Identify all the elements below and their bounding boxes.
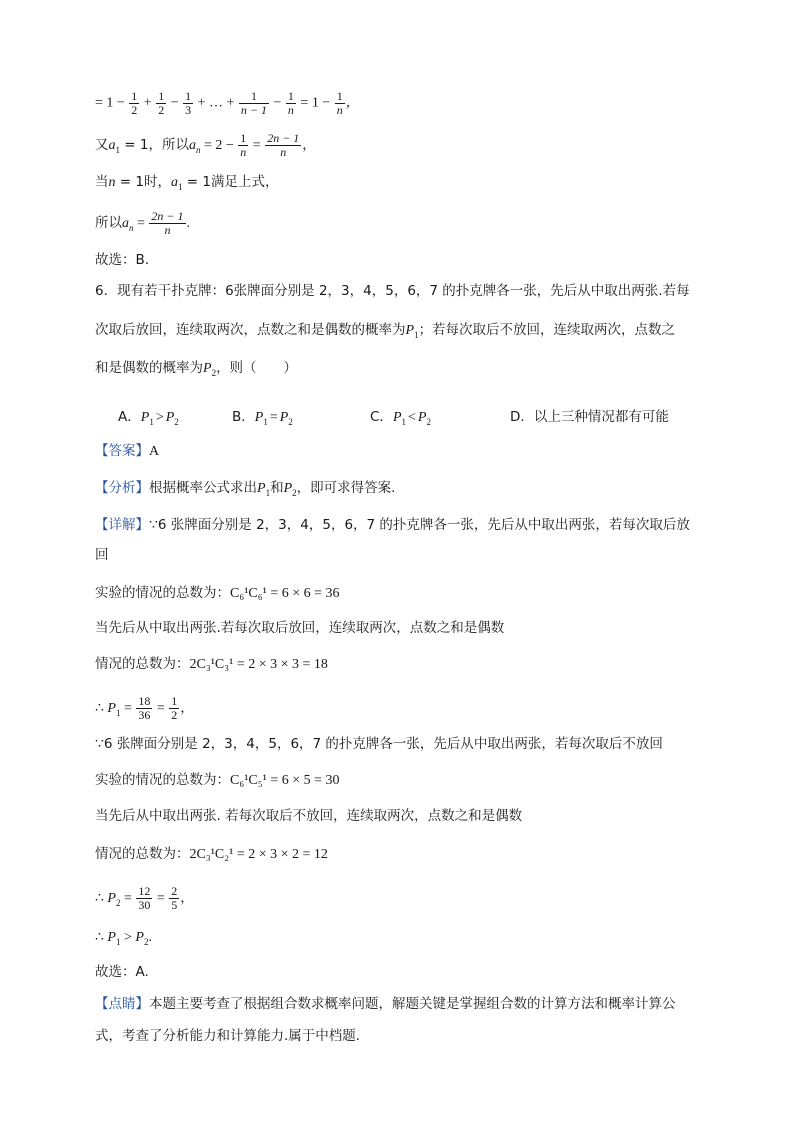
text: = 1满足上式， [182, 174, 279, 190]
math-text: = [133, 216, 149, 232]
text: 当 [95, 174, 109, 190]
math-text: − [270, 95, 285, 111]
fraction [239, 90, 269, 116]
detail-line-7 [95, 773, 340, 788]
because-icon: ∵ [95, 737, 104, 752]
fraction [265, 132, 301, 158]
numerator: 1 [240, 131, 247, 145]
math-text: = [153, 701, 169, 717]
numerator: 12 [138, 884, 151, 898]
text: 6 张牌面分别是 2，3，4，5，6，7 的扑克牌各一张，先后从中取出两张，若每次取后不放回 [103, 736, 663, 752]
detail-line-1b: 回 [95, 547, 109, 563]
sum-expression [95, 90, 359, 116]
denominator: n [280, 144, 287, 159]
text: 情况的总数为： [95, 846, 190, 862]
option-d[interactable] [510, 405, 669, 425]
subscript: 1 [115, 707, 121, 718]
math-text: + [140, 95, 156, 111]
operator: = [269, 410, 278, 425]
math-var: P [405, 323, 415, 338]
math-var: P [165, 410, 175, 425]
math-var: P [107, 701, 116, 717]
numerator: 2n − 1 [267, 131, 300, 145]
option-label: A． [118, 409, 141, 425]
check-n1 [95, 175, 278, 190]
numerator: 1 [336, 89, 343, 103]
subscript: 2 [143, 936, 149, 947]
numerator: 1 [131, 89, 138, 103]
math-var: P [279, 410, 289, 425]
subscript: 1 [263, 416, 268, 427]
text: 本题主要考查了根据组合数求概率问题，解题关键是掌握组合数的计算方法和概率计算公 [149, 996, 676, 1012]
detail-line-8: 当先后从中取出两张. 若每次取后不放回，连续取两次，点数之和是偶数 [95, 808, 523, 824]
math-var: P [392, 410, 402, 425]
text: ，则（ ） [216, 360, 298, 376]
subscript: 2 [288, 416, 293, 427]
fraction [136, 885, 152, 911]
comment-line-1 [95, 997, 676, 1012]
subscript: 1 [401, 416, 406, 427]
math-var: P [140, 410, 150, 425]
subscript: 2 [426, 416, 431, 427]
fraction [183, 90, 193, 116]
math-text: = 1 − [296, 95, 334, 111]
math-text: 2C₃¹C₂¹ = 2 × 3 × 2 = 12 [189, 847, 328, 862]
denominator: n [336, 102, 343, 117]
text: ， [180, 890, 194, 907]
option-label: B． [232, 409, 255, 425]
question-6-line-1: 6．现有若干扑克牌：6张牌面分别是 2，3，4，5，6，7 的扑克牌各一张，先后从中取出两张.若每 [95, 283, 690, 299]
math-var: P [283, 481, 293, 496]
numerator: 1 [287, 89, 294, 103]
fraction [156, 90, 166, 116]
subscript: 1 [149, 416, 154, 427]
numerator: 18 [138, 694, 151, 708]
text: . [148, 930, 152, 945]
detail-line-1 [95, 518, 690, 533]
math-text: ∴ [95, 701, 108, 717]
option-label: D． [510, 409, 534, 425]
option-b[interactable] [232, 405, 293, 426]
text: 根据概率公式求出 [149, 480, 257, 496]
subscript: 1 [115, 144, 120, 155]
math-text: = 1 − [95, 95, 129, 111]
math-text: ∴ [95, 891, 108, 907]
answer-tag: 【答案】 [95, 443, 149, 459]
numerator: 2n − 1 [151, 209, 184, 223]
text: 又 [95, 137, 109, 154]
text: ， [180, 700, 194, 717]
denominator: 2 [131, 102, 138, 117]
math-var: a [122, 216, 129, 232]
text: 情况的总数为： [95, 656, 190, 672]
text: . [186, 216, 191, 232]
math-var: a [108, 138, 116, 154]
fraction [335, 90, 345, 116]
text: 和 [270, 480, 284, 496]
answer-value: A [149, 444, 160, 459]
subscript: 2 [211, 367, 217, 378]
detail-line-5 [95, 695, 194, 721]
math-text: = [249, 138, 265, 154]
math-var: a [170, 175, 178, 190]
denominator: 3 [185, 102, 192, 117]
fraction [169, 695, 179, 721]
detail-tag: 【详解】 [95, 517, 149, 533]
numerator: 1 [239, 90, 269, 104]
text: 6 张牌面分别是 2，3，4，5，6，7 的扑克牌各一张，先后从中取出两张，若每次取后放 [157, 517, 690, 533]
numerator: 2 [171, 884, 178, 898]
comment-tag: 【点睛】 [95, 996, 149, 1012]
text: ，即可求得答案. [296, 480, 396, 496]
prev-choice: 故选：B. [95, 252, 150, 268]
numerator: 1 [158, 89, 165, 103]
text: ；若每次取后不放回，连续取两次，点数之 [418, 322, 676, 338]
text: 所以 [95, 215, 122, 232]
fraction [129, 90, 139, 116]
denominator: n [164, 222, 171, 237]
math-text: 2C₃¹C₃¹ = 2 × 3 × 3 = 18 [189, 657, 328, 672]
numerator: 1 [171, 694, 178, 708]
math-text: = [120, 891, 136, 907]
final-choice: 故选：A. [95, 964, 149, 980]
math-var: n [108, 175, 116, 190]
fraction [238, 132, 248, 158]
an-result [95, 210, 190, 236]
denominator: 30 [138, 897, 151, 912]
math-text: ∴ [95, 930, 108, 945]
detail-line-4 [95, 657, 328, 672]
math-var: P [257, 481, 266, 496]
text: = 1，所以 [120, 137, 189, 154]
text: 实验的情况的总数为： [95, 772, 230, 788]
answer-line [95, 444, 159, 459]
detail-line-11 [95, 930, 152, 945]
math-var: P [254, 410, 264, 425]
denominator: n − 1 [240, 102, 268, 117]
math-var: P [135, 930, 144, 945]
math-text: = [153, 891, 169, 907]
analysis-tag: 【分析】 [95, 480, 149, 496]
math-var: P [107, 930, 116, 945]
numerator: 1 [185, 89, 192, 103]
text: = 1时， [115, 174, 171, 190]
subscript: n [195, 144, 201, 155]
math-var: P [417, 410, 427, 425]
math-text: + … + [194, 95, 238, 111]
text: ， [302, 137, 316, 154]
math-text: = [120, 701, 136, 717]
option-a[interactable] [118, 405, 179, 426]
math-text: − [167, 95, 183, 111]
math-text: = 2 − [200, 138, 238, 154]
detail-line-2 [95, 586, 340, 601]
subscript: 1 [177, 181, 183, 192]
subscript: 1 [115, 936, 121, 947]
detail-line-9 [95, 847, 328, 862]
subscript: 1 [265, 487, 271, 498]
comment-line-2: 式，考查了分析能力和计算能力.属于中档题. [95, 1028, 361, 1044]
math-var: a [188, 138, 196, 154]
subscript: 2 [292, 487, 297, 498]
denominator: 2 [171, 707, 178, 722]
denominator: 5 [171, 897, 178, 912]
operator: > [155, 410, 164, 425]
fraction [136, 695, 152, 721]
question-6-line-3 [95, 361, 297, 376]
fraction [149, 210, 185, 236]
option-text: 以上三种情况都有可能 [533, 409, 669, 425]
math-var: P [107, 891, 116, 907]
subscript: 1 [414, 329, 419, 340]
operator: < [408, 410, 416, 425]
math-var: P [203, 361, 212, 376]
text: 实验的情况的总数为： [95, 585, 230, 601]
subscript: 2 [174, 416, 179, 427]
option-c[interactable] [370, 405, 431, 426]
text: 和是偶数的概率为 [95, 360, 203, 376]
question-6-line-2 [95, 323, 675, 338]
because-icon: ∵ [149, 518, 158, 533]
subscript: 2 [115, 897, 121, 908]
denominator: 36 [138, 707, 151, 722]
math-text: ， [345, 94, 360, 111]
option-label: C． [370, 409, 393, 425]
detail-line-10 [95, 885, 194, 911]
text: 次取后放回，连续取两次，点数之和是偶数的概率为 [95, 322, 406, 338]
detail-line-3: 当先后从中取出两张.若每次取后放回，连续取两次，点数之和是偶数 [95, 620, 505, 636]
operator: > [120, 930, 136, 945]
detail-line-6 [95, 737, 663, 752]
fraction [169, 885, 179, 911]
math-text: C₆¹C₆¹ = 6 × 6 = 36 [230, 586, 340, 601]
math-text: C₆¹C₅¹ = 6 × 5 = 30 [230, 773, 340, 788]
denominator: n [240, 144, 247, 159]
denominator: 2 [158, 102, 165, 117]
analysis-line [95, 481, 395, 496]
an-derivation [95, 132, 316, 158]
subscript: n [129, 222, 134, 233]
denominator: n [287, 102, 294, 117]
fraction [286, 90, 296, 116]
